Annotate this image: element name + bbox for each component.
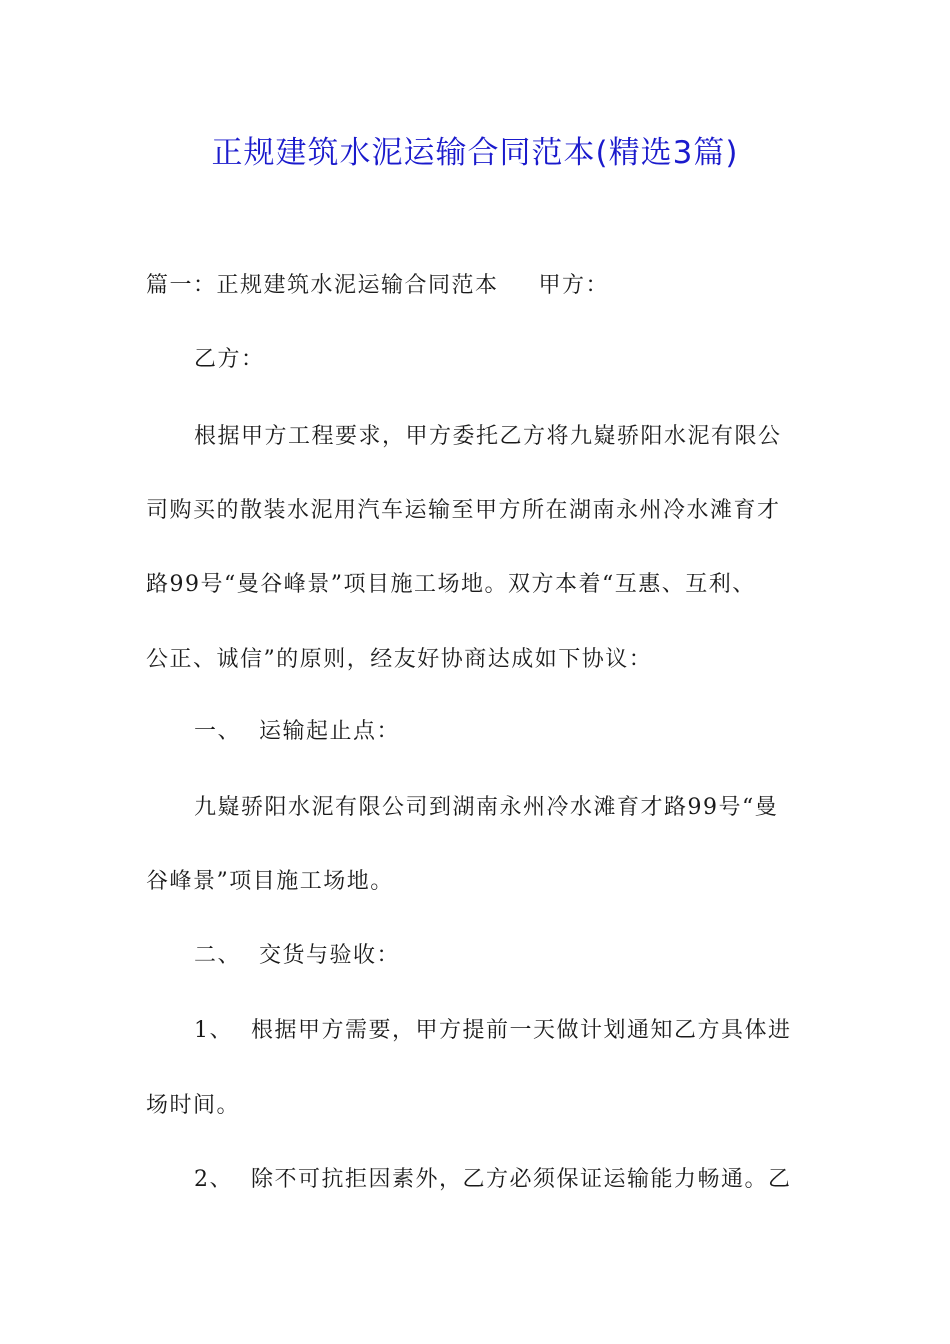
clause-title: 运输起止点：: [259, 719, 401, 744]
paragraph-line: 谷峰景”项目施工场地。: [146, 869, 394, 894]
paragraph-line: 路99号“曼谷峰景”项目施工场地。双方本着“互惠、互利、: [146, 572, 756, 597]
section-heading: 篇一：正规建筑水泥运输合同范本: [146, 273, 499, 298]
party-b-label: 乙方：: [194, 347, 265, 372]
paragraph-line: 公正、诚信”的原则，经友好协商达成如下协议：: [146, 647, 653, 672]
item-number: 2、: [194, 1167, 233, 1192]
item-text: 根据甲方需要，甲方提前一天做计划通知乙方具体进: [251, 1018, 792, 1043]
document-title: 正规建筑水泥运输合同范本(精选3篇): [211, 135, 739, 171]
clause-title: 交货与验收：: [259, 943, 401, 968]
clause-number: 二、: [194, 943, 242, 968]
section-heading-line: [146, 268, 808, 304]
paragraph-line: 根据甲方工程要求，甲方委托乙方将九嶷骄阳水泥有限公: [194, 424, 782, 449]
party-a-label: 甲方：: [538, 273, 610, 298]
clause-heading: [194, 714, 808, 750]
numbered-item: [194, 1162, 808, 1198]
clause-heading: [194, 938, 808, 974]
item-text: 除不可抗拒因素外，乙方必须保证运输能力畅通。乙: [251, 1167, 792, 1192]
paragraph-line: 司购买的散装水泥用汽车运输至甲方所在湖南永州冷水滩育才: [146, 498, 781, 523]
item-number: 1、: [194, 1018, 233, 1043]
clause-number: 一、: [194, 719, 242, 744]
paragraph-line: 场时间。: [146, 1093, 241, 1118]
paragraph-line: 九嶷骄阳水泥有限公司到湖南永州冷水滩育才路99号“曼: [194, 795, 779, 820]
numbered-item: [194, 1013, 808, 1049]
